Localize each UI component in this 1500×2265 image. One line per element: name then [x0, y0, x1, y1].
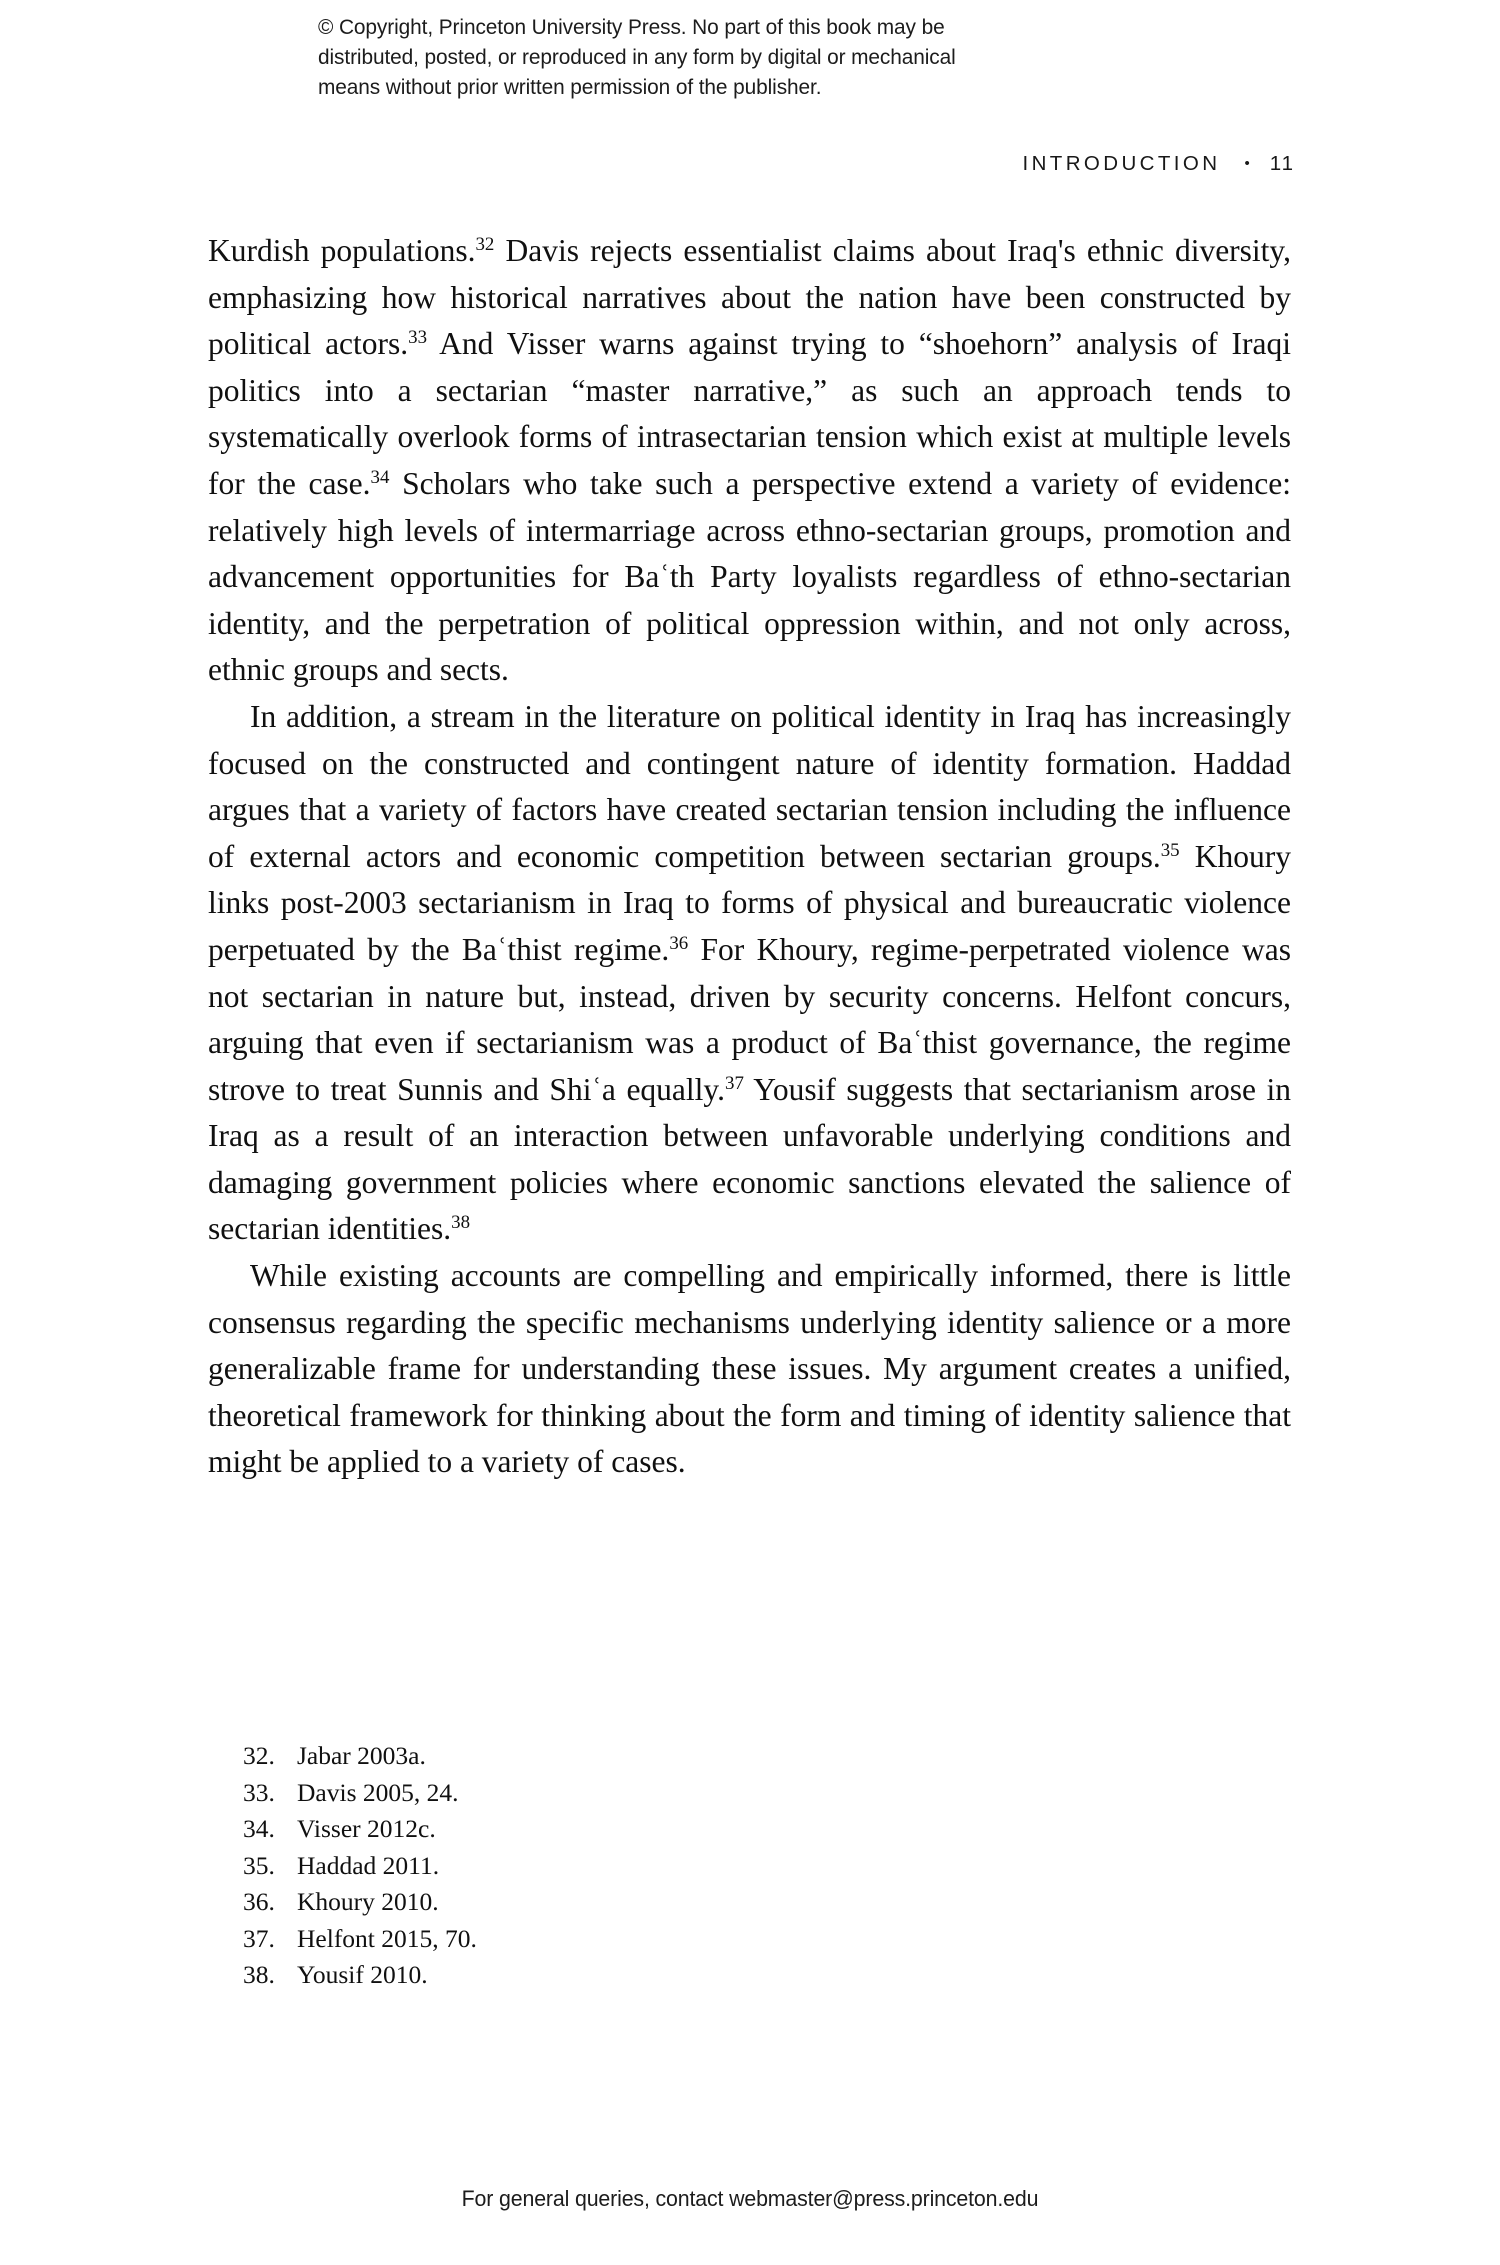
footnote-text: Haddad 2011. [297, 1850, 440, 1880]
footnote-item [243, 1921, 943, 1958]
copyright-line: means without prior written permission of the publisher. [318, 75, 822, 99]
footnote-item [243, 1848, 943, 1885]
footnote-item [243, 1957, 943, 1994]
footer-query-notice: For general queries, contact webmaster@press.princeton.edu [461, 2186, 1039, 2211]
footnote-list [243, 1738, 943, 1994]
footnote-number: 38. [243, 1960, 275, 1989]
footnote-number: 36. [243, 1887, 275, 1916]
footnote-number: 37. [243, 1923, 275, 1953]
footnote-text: Yousif 2010. [297, 1960, 428, 1989]
running-head [1022, 152, 1295, 176]
bullet-separator-icon: • [1244, 154, 1250, 172]
paragraph-kurdish-populations: Kurdish populations.$^{32}$ Davis rejects essentialist claims about Iraq's ethnic diversity, emphasizing how historical narratives about the nation have been constructed by political actors.$^{33}$ And Visser warns against trying to “shoehorn” analysis of Iraqi politics into a sectarian “master narrative,” as such an approach tends to systematically overlook forms of intrasectarian tension which exist at multiple levels for the case.$^{34}$ Scholars who take such a perspective extend a variety of evidence: relatively high levels of intermarriage across ethno-sectarian groups, promotion and advancement opportunities for Baʿth Party loyalists regardless of ethno-sectarian identity, and the perpetration of political oppression within, and not only across, ethnic groups and sects. [208, 233, 1292, 688]
footnote-text: Visser 2012c. [297, 1814, 436, 1843]
footnote-item [243, 1884, 943, 1921]
footnote-text: Helfont 2015, 70. [297, 1923, 477, 1953]
paragraph-in-addition: In addition, a stream in the literature on political identity in Iraq has increasingly focused on the constructed and contingent nature of identity formation. Haddad argues that a variety of factors have created sectarian tension including the influence of external actors and economic competition between sectarian groups.$^{35}$ Khoury links post-2003 sectarianism in Iraq to forms of physical and bureaucratic violence perpetuated by the Baʿthist regime.$^{36}$ For Khoury, regime-perpetrated violence was not sectarian in nature but, instead, driven by security concerns. Helfont concurs, arguing that even if sectarianism was a product of Baʿthist governance, the regime strove to treat Sunnis and Shiʿa equally.$^{37}$ Yousif suggests that sectarianism arose in Iraq as a result of an interaction between unfavorable underlying conditions and damaging government policies where economic sanctions elevated the salience of sectarian identities.$^{38}$ [208, 698, 1291, 1247]
footnote-number: 34. [243, 1814, 275, 1843]
page-number: 11 [1269, 152, 1295, 175]
copyright-notice [318, 12, 1143, 102]
footnote-item [243, 1738, 943, 1775]
running-head-chapter: INTRODUCTION [1022, 152, 1221, 175]
footnote-item [243, 1811, 943, 1848]
copyright-line: © Copyright, Princeton University Press. No part of this book may be [318, 15, 945, 39]
footnote-number: 35. [243, 1850, 275, 1880]
footnote-number: 33. [243, 1777, 275, 1807]
body-text-column [208, 228, 1291, 1486]
footnote-text: Khoury 2010. [297, 1887, 439, 1916]
paragraph-while-existing: While existing accounts are compelling and empirically informed, there is little consensus regarding the specific mechanisms underlying identity salience or a more generalizable frame for understanding these issues. My argument creates a unified, theoretical framework for thinking about the form and timing of identity salience that might be applied to a variety of cases. [208, 1258, 1291, 1480]
footnote-text: Jabar 2003a. [297, 1741, 426, 1770]
footnote-item [243, 1775, 943, 1812]
copyright-line: distributed, posted, or reproduced in any form by digital or mechanical [318, 45, 956, 69]
footnote-text: Davis 2005, 24. [297, 1777, 459, 1807]
footnote-number: 32. [243, 1741, 275, 1770]
